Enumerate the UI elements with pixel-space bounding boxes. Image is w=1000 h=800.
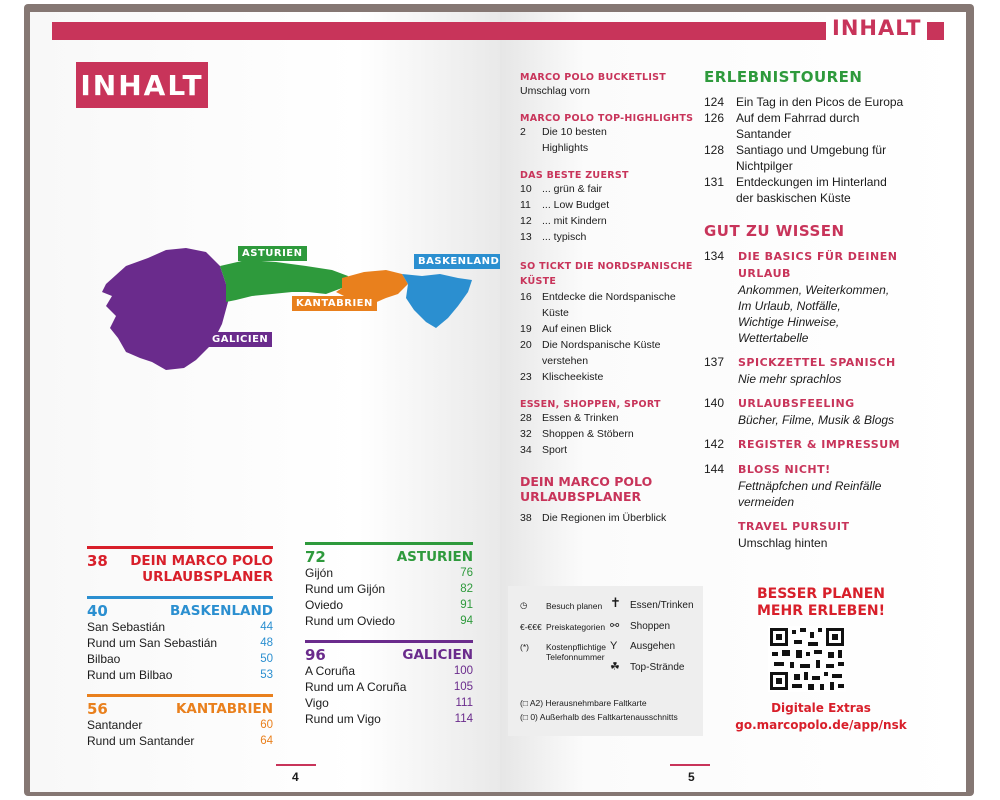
entry-text: Santiago und Umgebung für Nichtpilger [736,143,887,173]
item-page: 82 [460,583,473,595]
region-heading [87,603,273,619]
region-rule [87,694,273,697]
region-item[interactable] [305,711,473,727]
page-number-left: 4 [292,770,299,784]
toc-entry[interactable] [520,426,700,442]
item-label: Rund um Santander [87,734,195,748]
item-page: 111 [455,697,473,709]
item-label: Rund um Gijón [305,582,386,596]
page-number-rule [276,764,316,766]
map-baskenland [402,274,472,328]
item-label: Vigo [305,696,329,710]
entry-text: Auf einen Blick [542,323,612,335]
item-page: 94 [460,615,473,627]
region-item[interactable] [87,619,273,635]
entry-text: BLOSS NICHT! Fettnäpfchen und Reinfälle vermeiden [738,463,882,509]
region-baskenland [87,596,273,683]
qr-code-icon[interactable] [768,626,846,692]
region-number: 40 [87,602,108,620]
toc-entry[interactable] [704,94,940,110]
entry-number: 12 [520,215,532,227]
toc-entry[interactable] [704,248,940,346]
region-heading [305,549,473,565]
toc-column-1 [520,72,700,526]
region-rule [305,542,473,545]
item-label: Bilbao [87,652,121,666]
legend-ausgehen: Ausgehen [630,641,676,652]
promo-heading [726,586,916,620]
legend-besuch: Besuch planen [546,601,603,611]
region-item[interactable] [305,613,473,629]
entry-text: Auf dem Fahrrad durch Santander [736,111,860,141]
region-name: ASTURIEN [396,549,473,565]
region-item[interactable] [87,667,273,683]
toc-entry[interactable] [520,289,700,321]
gut-zu-wissen-heading: GUT ZU WISSEN [704,222,845,240]
toc-entry[interactable] [704,142,940,174]
entry-text: ... mit Kindern [542,215,607,227]
entry-number: 2 [520,126,526,138]
region-kantabrien [87,694,273,749]
item-label: Rund um A Coruña [305,680,407,694]
entry-number: 19 [520,323,532,335]
entry-text: Essen & Trinken [542,412,619,424]
region-item[interactable] [87,733,273,749]
toc-entry[interactable] [704,436,940,453]
fork-knife-icon: ✝ [610,595,621,610]
planner-number: 38 [87,552,108,570]
region-number: 56 [87,700,108,718]
item-page: 60 [260,719,273,731]
toc-entry[interactable] [704,461,940,510]
region-asturien [305,542,473,629]
entry-text: Ein Tag in den Picos de Europa [736,95,904,109]
item-label: Rund um San Sebastián [87,636,218,650]
toc-entry[interactable] [520,410,700,426]
promo-url-link[interactable]: go.marcopolo.de/app/nsk [735,718,907,732]
entry-text: Entdeckungen im Hinterland der baskischen Küste [736,175,887,205]
entry-text: REGISTER & IMPRESSUM [738,438,901,451]
region-number: 72 [305,548,326,566]
entry-number: 124 [704,95,725,109]
left-header-bar [52,22,500,40]
item-label: San Sebastián [87,620,166,634]
entry-number: 10 [520,183,532,195]
entry-number: 23 [520,371,532,383]
entry-number: 128 [704,143,725,157]
entry-text: Shoppen & Stöbern [542,428,634,440]
toc-entry[interactable] [520,510,700,526]
entry-number: 28 [520,412,532,424]
entry-number: 16 [520,291,532,303]
section-heading: ESSEN, SHOPPEN, SPORT [520,399,661,410]
map-label-asturien: ASTURIEN [238,246,307,261]
region-galicien [305,640,473,727]
planner-title [130,553,273,585]
region-item[interactable] [305,597,473,613]
item-page: 50 [260,653,273,665]
region-name: BASKENLAND [170,603,273,619]
item-page: 91 [460,599,473,611]
item-label: Gijón [305,566,334,580]
entry-text: Sport [542,444,568,456]
region-name: KANTABRIEN [175,701,273,717]
map-label-kantabrien: KANTABRIEN [292,296,377,311]
region-rule [305,640,473,643]
basket-icon: ⚯ [610,620,620,632]
toc-entry[interactable] [520,197,700,213]
toc-column-2 [704,68,940,551]
section-heading: DAS BESTE ZUERST [520,170,629,181]
item-label: Santander [87,718,143,732]
planner-title-line1: DEIN MARCO POLO [130,553,273,569]
region-item[interactable] [87,635,273,651]
entry-text: SPICKZETTEL SPANISCH Nie mehr sprachlos [738,356,896,386]
item-page: 53 [260,669,273,681]
entry-text: ... typisch [542,231,587,243]
entry-number: 144 [704,462,725,476]
item-page: 100 [453,665,473,677]
entry-text: ... grün & fair [542,183,603,195]
entry-number: 32 [520,428,532,440]
region-item[interactable] [305,695,473,711]
entry-number: 38 [520,512,532,524]
toc-entry[interactable] [704,518,940,551]
item-page: 114 [454,713,473,725]
entry-text: Die Nordspanische Küste verstehen [542,339,661,367]
toc-entry[interactable] [704,395,940,428]
region-heading [87,701,273,717]
planner-rule [87,546,273,549]
entry-text: URLAUBSFEELING Bücher, Filme, Musik & Blogs [738,397,895,427]
entry-text: DIE BASICS FÜR DEINEN URLAUB Ankommen, Weiterkommen, Im Urlaub, Notfälle, Wichtige Hinweise, Wettertabelle [738,250,898,345]
item-label: Rund um Bilbao [87,668,173,682]
region-item[interactable] [305,663,473,679]
item-label: Rund um Oviedo [305,614,396,628]
toc-entry[interactable] [704,110,940,142]
page-title: INHALT [76,62,208,108]
entry-text: Umschlag vorn [520,85,591,97]
toc-entry[interactable] [520,442,700,458]
toc-entry[interactable] [520,337,700,369]
region-heading [305,647,473,663]
promo-line-2: MEHR ERLEBEN! [756,603,886,619]
toc-entry[interactable] [704,354,940,387]
region-number: 96 [305,646,326,664]
section-heading: MARCO POLO BUCKETLIST [520,72,667,83]
map-galicien [102,248,228,370]
entry-number: 13 [520,231,532,243]
toc-entry[interactable] [520,213,700,229]
entry-number: 142 [704,437,725,451]
legend-strand: Top-Strände [630,662,685,673]
entry-text: Entdecke die Nordspanische Küste [542,291,676,319]
toc-entry[interactable] [520,229,700,245]
promo-extras-label: Digitale Extras [771,701,871,715]
section-heading: SO TICKT DIE NORDSPANISCHE KÜSTE [520,261,693,287]
toc-entry[interactable] [520,369,700,385]
promo-line-1: BESSER PLANEN [756,586,885,602]
item-page: 44 [260,621,273,633]
legend-shoppen: Shoppen [630,621,671,632]
region-rule [87,596,273,599]
legend-preis: Preiskategorien [546,622,606,632]
entry-text: Klischeekiste [542,371,604,383]
legend-box [508,586,703,736]
entry-number: 11 [520,199,531,211]
toc-entry[interactable] [520,124,700,156]
legend-star-symbol: (*) [520,642,529,652]
toc-entry[interactable] [520,321,700,337]
planner-section-heading: DEIN MARCO POLO URLAUBSPLANER [520,474,653,504]
map-label-galicien: GALICIEN [208,332,272,347]
region-item[interactable] [305,565,473,581]
entry-text: TRAVEL PURSUIT Umschlag hinten [738,520,850,550]
entry-number: 20 [520,339,532,351]
region-item[interactable] [305,679,473,695]
item-page: 64 [260,735,273,747]
section-heading: MARCO POLO TOP-HIGHLIGHTS [520,113,694,124]
entry-number: 134 [704,249,725,263]
region-name: GALICIEN [402,647,473,663]
promo-extras [710,700,932,734]
palm-icon: ☘ [610,661,620,673]
legend-faltkarte-2: (□ 0) Außerhalb des Faltkartenausschnitts [520,712,678,722]
item-label: Rund um Vigo [305,712,381,726]
header-title: INHALT [826,16,927,40]
cocktail-icon: Y [610,640,618,652]
entry-number: 137 [704,355,725,369]
planner-block [87,546,273,585]
legend-kosten: Kostenpflichtige Telefonnummer [546,642,607,662]
toc-entry[interactable] [520,83,700,99]
legend-preis-symbol: €-€€€ [520,622,542,632]
item-page: 105 [453,681,473,693]
entry-number: 131 [704,175,725,189]
region-item[interactable] [87,717,273,733]
planner-heading [87,553,273,585]
page-number-rule [670,764,710,766]
erlebnistouren-heading: ERLEBNISTOUREN [704,68,863,86]
item-label: Oviedo [305,598,344,612]
entry-number: 126 [704,111,725,125]
legend-faltkarte-1: (□ A2) Herausnehmbare Faltkarte [520,698,647,708]
region-item[interactable] [87,651,273,667]
map-label-baskenland: BASKENLAND [414,254,503,269]
legend-essen: Essen/Trinken [630,600,694,611]
planner-title-line2: URLAUBSPLANER [142,569,273,585]
item-page: 76 [460,567,473,579]
page-number-right: 5 [688,770,695,784]
toc-entry[interactable] [520,181,700,197]
region-item[interactable] [305,581,473,597]
toc-entry[interactable] [704,174,940,206]
entry-text: ... Low Budget [542,199,610,211]
entry-number: 34 [520,444,532,456]
item-label: A Coruña [305,664,356,678]
item-page: 48 [260,637,273,649]
entry-text: Die 10 besten Highlights [542,126,607,154]
clock-icon: ◷ [520,600,528,610]
entry-text: Die Regionen im Überblick [542,512,667,524]
entry-number: 140 [704,396,725,410]
